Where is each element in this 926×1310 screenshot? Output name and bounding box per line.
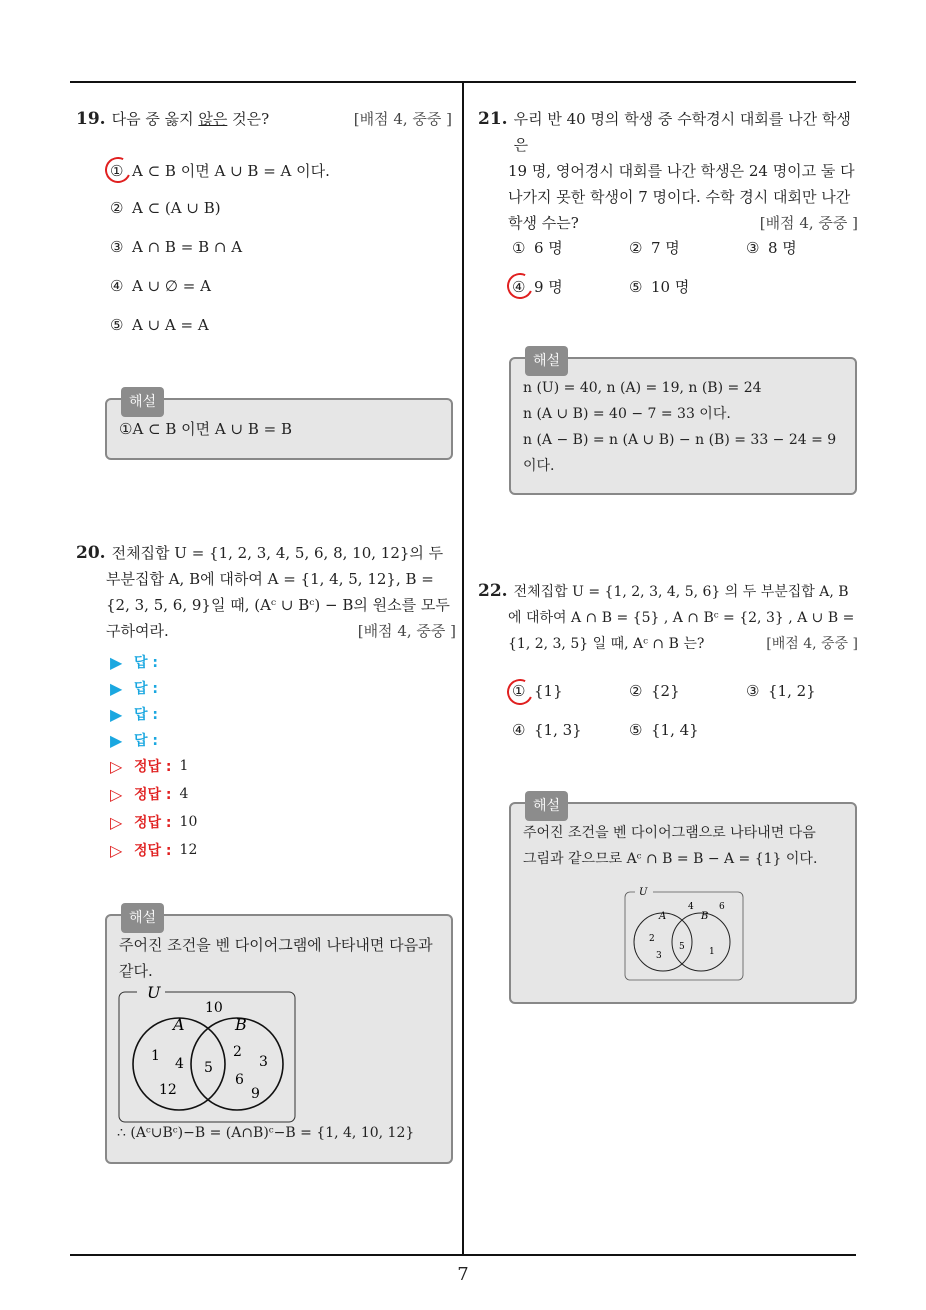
question-number: 20. [76, 543, 106, 563]
solution-line: 같다. [119, 962, 153, 980]
solution-conclusion: ∴ (Aᶜ∪Bᶜ)−B = (A∩B)ᶜ−B = {1, 4, 10, 12} [117, 1125, 415, 1141]
question-21 [478, 106, 858, 236]
choice-2[interactable]: ② A ⊂ (A ∪ B) [110, 199, 221, 217]
choice-2[interactable]: ② {2} [629, 682, 680, 700]
solution-line: 그림과 같으므로 Aᶜ ∩ B = B − A = {1} 이다. [523, 851, 818, 867]
venn-label-universe: U [147, 986, 161, 1002]
question-number: 19. [76, 109, 106, 129]
choice-1[interactable]: ① A ⊂ B 이면 A ∪ B = A 이다. [110, 161, 330, 180]
triangle-outline-icon: ▷ [110, 756, 123, 776]
answer-field-2[interactable]: ▶ 답 : [110, 678, 158, 698]
venn-b-value: 3 [259, 1054, 268, 1070]
venn-a-value: 2 [649, 934, 655, 944]
venn-diagram-22 [621, 884, 751, 984]
solution-line: n (A ∪ B) = 40 − 7 = 33 이다. [523, 406, 731, 422]
venn-diagram-20 [117, 986, 447, 1126]
triangle-icon: ▶ [110, 704, 123, 724]
venn-outside-value: 6 [719, 902, 725, 912]
solution-line: n (U) = 40, n (A) = 19, n (B) = 24 [523, 380, 762, 396]
question-line: 에 대하여 A ∩ B = {5} , A ∩ Bᶜ = {2, 3} , A ∪ B = [508, 610, 855, 626]
venn-label-a: A [173, 1015, 185, 1034]
solution-line: 이다. [523, 458, 555, 474]
triangle-icon: ▶ [110, 652, 123, 672]
question-line: 구하여라. [배점 4, 중중 ] [76, 618, 456, 644]
score-label: [배점 4, 중중 ] [759, 214, 858, 232]
question-text: 다음 중 옳지 않은 것은? [배점 4, 중중 ] [112, 106, 452, 132]
venn-b-value: 9 [251, 1086, 260, 1102]
solution-box-20 [105, 910, 453, 1164]
bottom-rule [70, 1254, 856, 1256]
triangle-icon: ▶ [110, 730, 123, 750]
solution-box-21 [509, 353, 857, 495]
correct-answer-4: ▷ 정답 : 12 [110, 840, 198, 860]
score-label: [배점 4, 중중 ] [357, 622, 456, 640]
question-line: 나가지 못한 학생이 7 명이다. 수학 경시 대회만 나간 [508, 188, 851, 206]
solution-text: ①A ⊂ B 이면 A ∪ B = B [119, 420, 293, 438]
question-number: 21. [478, 109, 508, 129]
venn-label-universe: U [639, 887, 648, 898]
solution-tag: 해설 [525, 791, 568, 821]
question-number: 22. [478, 581, 508, 601]
solution-tag: 해설 [121, 903, 164, 933]
correct-answer-1: ▷ 정답 : 1 [110, 756, 189, 776]
question-line: 학생 수는? [배점 4, 중중 ] [478, 210, 858, 236]
venn-outside-value: 4 [688, 902, 694, 912]
answer-field-3[interactable]: ▶ 답 : [110, 704, 158, 724]
venn-a-value: 1 [151, 1048, 160, 1064]
correct-answer-2: ▷ 정답 : 4 [110, 784, 189, 804]
venn-b-value: 2 [233, 1044, 242, 1060]
choice-3[interactable]: ③ {1, 2} [746, 682, 816, 700]
choice-4[interactable]: ④ A ∪ ∅ = A [110, 277, 211, 295]
choice-3[interactable]: ③ 8 명 [746, 238, 797, 257]
choice-1[interactable]: ① {1} [512, 682, 563, 700]
venn-both-value: 5 [204, 1060, 213, 1076]
triangle-outline-icon: ▷ [110, 840, 123, 860]
solution-box-22 [509, 798, 857, 1004]
venn-a-value: 3 [656, 951, 662, 961]
choice-3[interactable]: ③ A ∩ B = B ∩ A [110, 238, 243, 256]
center-divider [462, 83, 464, 1255]
venn-outside-value: 10 [205, 1000, 223, 1016]
venn-a-value: 4 [175, 1056, 184, 1072]
answer-field-4[interactable]: ▶ 답 : [110, 730, 158, 750]
question-line: 전체집합 U = {1, 2, 3, 4, 5, 6} 의 두 부분집합 A, B [513, 584, 849, 600]
score-label: [배점 4, 중중 ] [353, 110, 452, 128]
solution-tag: 해설 [121, 387, 164, 417]
solution-box-19 [105, 394, 453, 460]
triangle-outline-icon: ▷ [110, 812, 123, 832]
question-line: 19 명, 영어경시 대회를 나간 학생은 24 명이고 둘 다 [508, 162, 855, 180]
choice-5[interactable]: ⑤ {1, 4} [629, 721, 699, 739]
venn-a-value: 12 [159, 1082, 177, 1098]
venn-label-b: B [701, 911, 709, 922]
question-line: {2, 3, 5, 6, 9}일 때, (Aᶜ ∪ Bᶜ) − B의 원소를 모두 [106, 596, 450, 614]
venn-b-value: 1 [709, 947, 715, 957]
answer-field-1[interactable]: ▶ 답 : [110, 652, 158, 672]
solution-tag: 해설 [525, 346, 568, 376]
question-line: {1, 2, 3, 5} 일 때, Aᶜ ∩ B 는? [배점 4, 중중 ] [478, 631, 858, 657]
question-20 [76, 540, 456, 644]
venn-label-a: A [659, 911, 667, 922]
question-line: 전체집합 U = {1, 2, 3, 4, 5, 6, 8, 10, 12}의 두 [111, 544, 444, 562]
venn-label-b: B [235, 1015, 247, 1034]
question-22 [478, 578, 858, 657]
triangle-outline-icon: ▷ [110, 784, 123, 804]
solution-line: 주어진 조건을 벤 다이어그램으로 나타내면 다음 [523, 825, 816, 841]
choice-4[interactable]: ④ {1, 3} [512, 721, 582, 739]
choice-2[interactable]: ② 7 명 [629, 238, 680, 257]
venn-b-value: 6 [235, 1072, 244, 1088]
score-label: [배점 4, 중중 ] [766, 636, 858, 652]
venn-both-value: 5 [679, 942, 685, 952]
choice-5[interactable]: ⑤ 10 명 [629, 277, 690, 296]
question-19 [76, 106, 452, 132]
question-line: 우리 반 40 명의 학생 중 수학경시 대회를 나간 학생은 [513, 110, 851, 154]
page-number: 7 [457, 1264, 469, 1285]
choice-5[interactable]: ⑤ A ∪ A = A [110, 316, 209, 334]
choice-4[interactable]: ④ 9 명 [512, 277, 563, 296]
solution-line: 주어진 조건을 벤 다이어그램에 나타내면 다음과 [119, 936, 433, 954]
triangle-icon: ▶ [110, 678, 123, 698]
solution-line: n (A − B) = n (A ∪ B) − n (B) = 33 − 24 = 9 [523, 432, 837, 448]
correct-answer-3: ▷ 정답 : 10 [110, 812, 198, 832]
choice-1[interactable]: ① 6 명 [512, 238, 563, 257]
question-line: 부분집합 A, B에 대하여 A = {1, 4, 5, 12}, B = [106, 570, 434, 588]
